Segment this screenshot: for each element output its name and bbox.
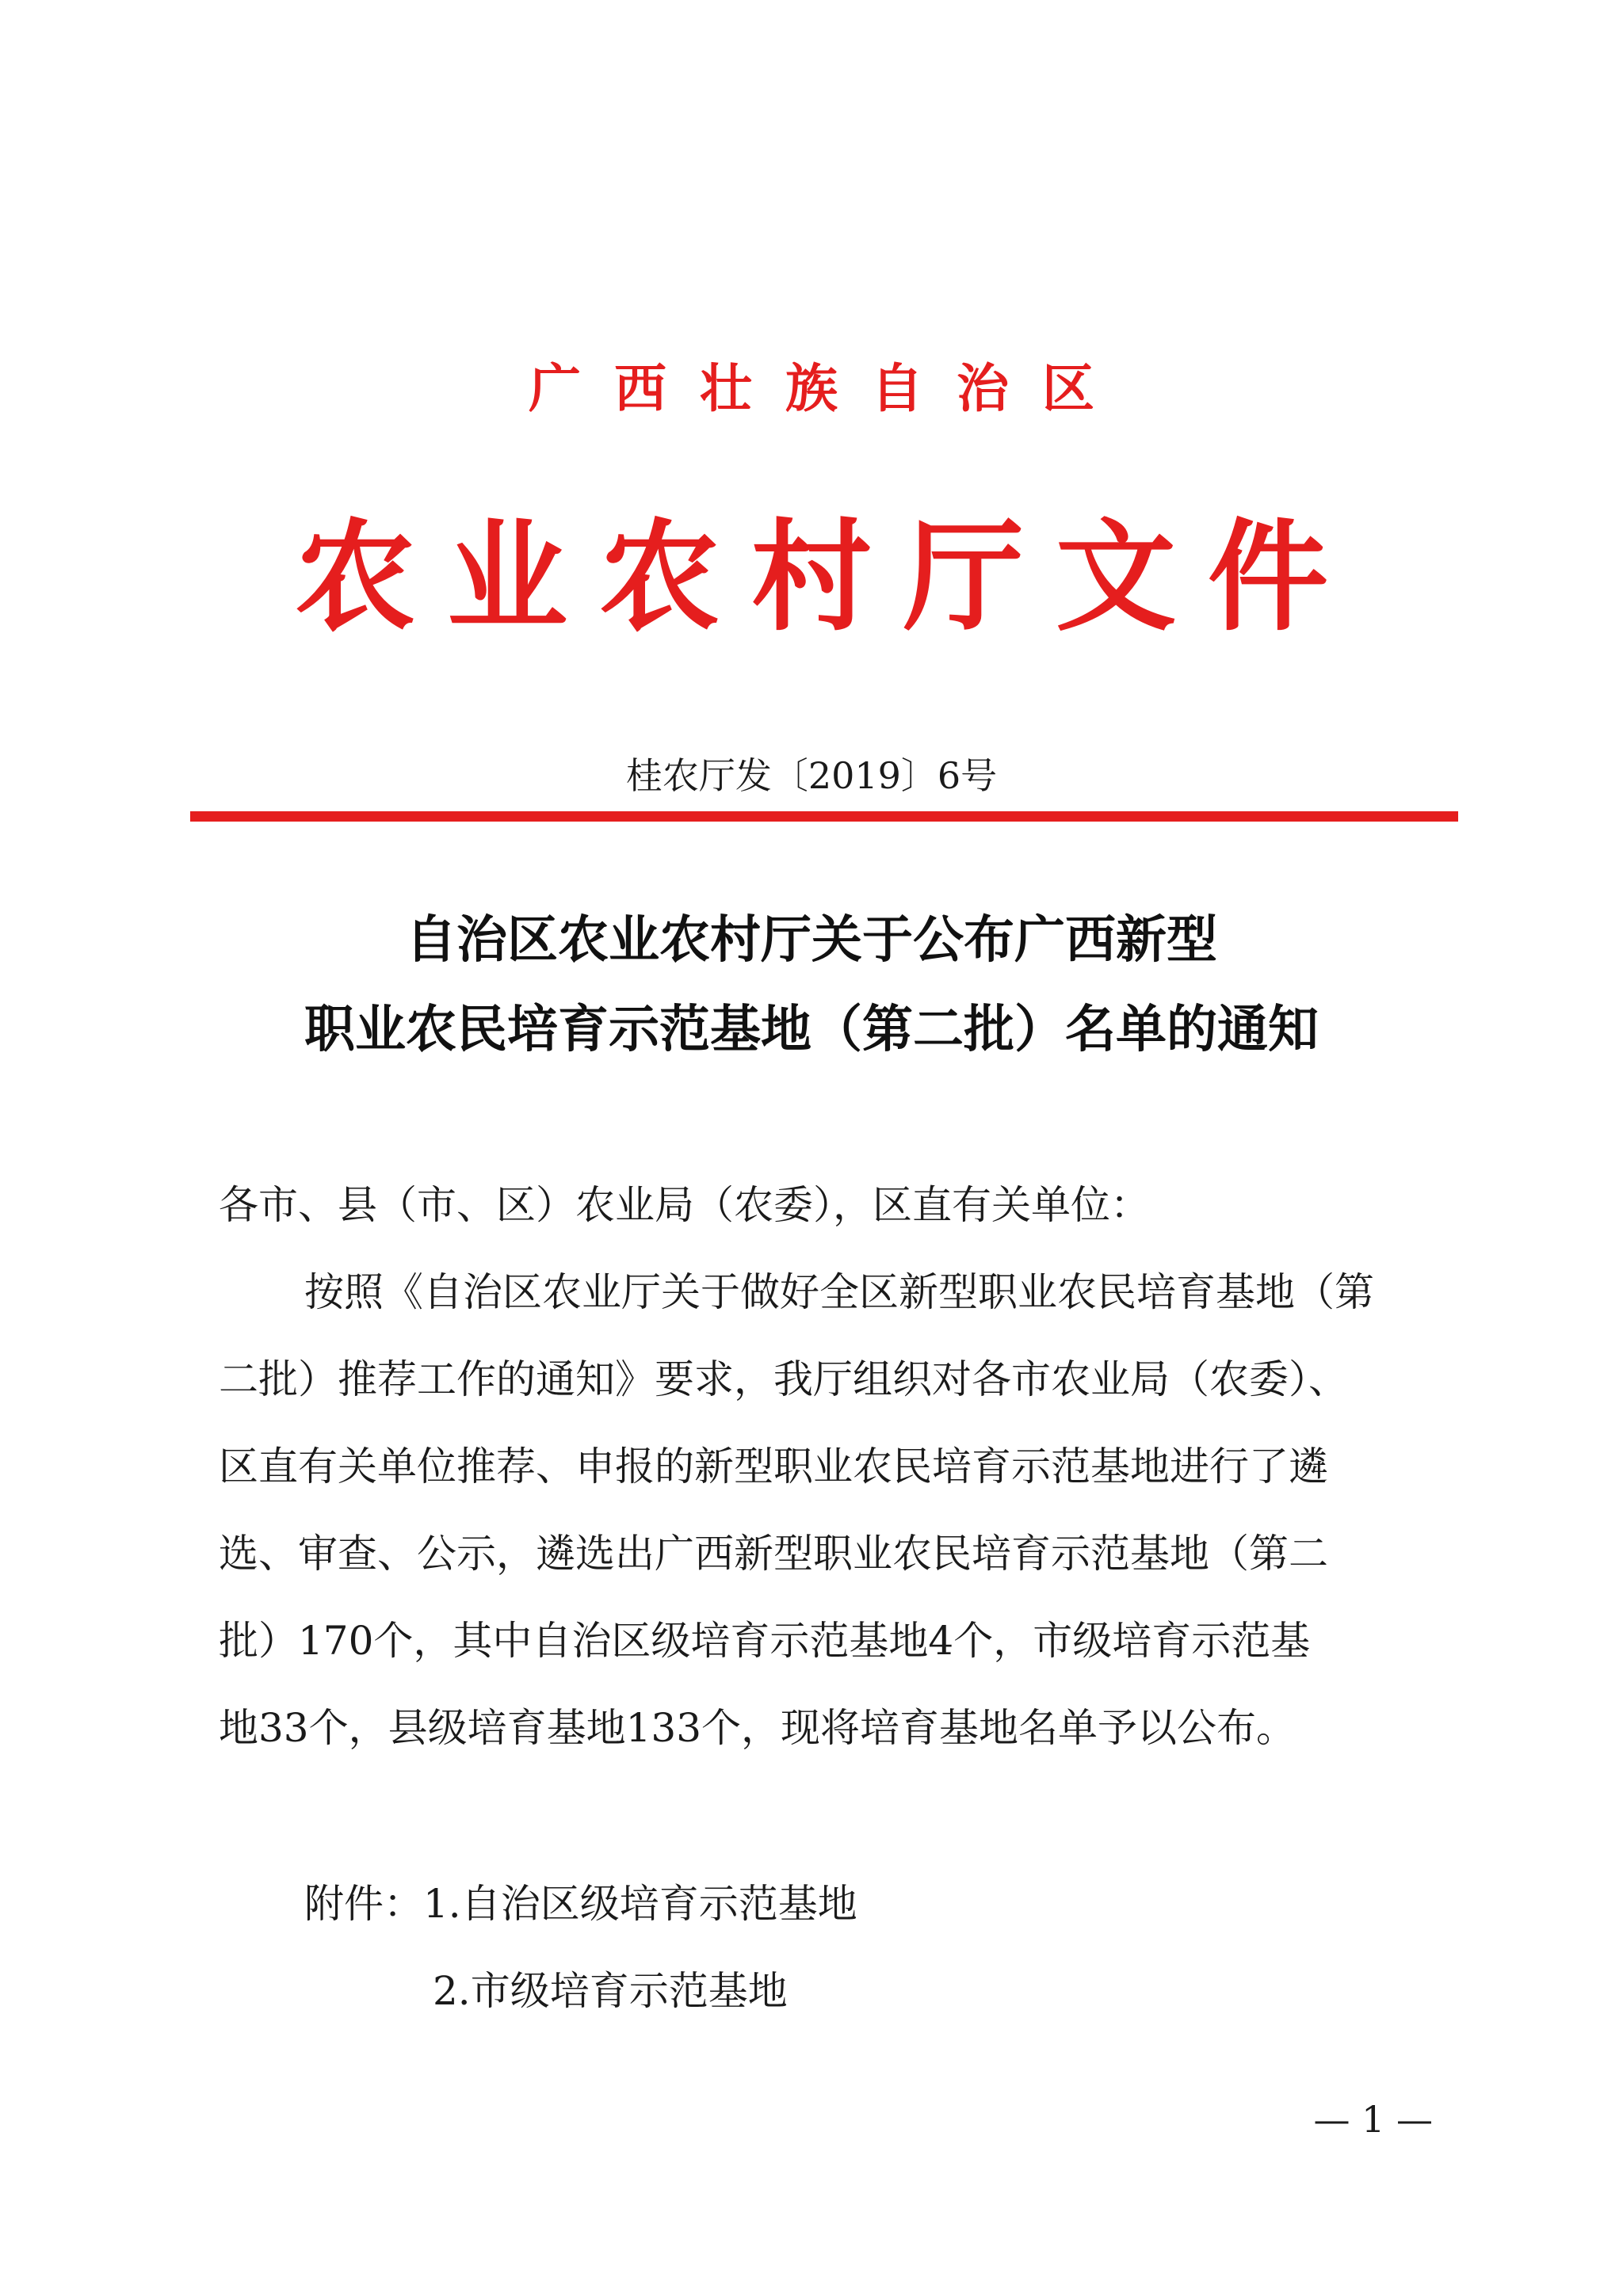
paragraph-line: 二批）推荐工作的通知》要求，我厅组织对各市农业局（农委）、	[219, 1356, 1348, 1402]
paragraph-line: 按照《自治区农业厅关于做好全区新型职业农民培育基地（第	[304, 1269, 1374, 1315]
page-number: — 1 —	[1313, 2098, 1433, 2141]
red-separator-line	[190, 811, 1458, 822]
issuing-organization-line2: 农业农村厅文件	[295, 505, 1360, 647]
document-number: 桂农厅发〔2019〕6号	[625, 754, 998, 797]
paragraph-line: 批）170个，其中自治区级培育示范基地4个，市级培育示范基	[219, 1618, 1311, 1664]
paragraph-line: 选、审查、公示，遴选出广西新型职业农民培育示范基地（第二	[219, 1531, 1328, 1577]
document-title-line2: 职业农民培育示范基地（第二批）名单的通知	[304, 1000, 1319, 1059]
document-title-line1: 自治区农业农村厅关于公布广西新型	[406, 910, 1217, 970]
attachment-item-2: 2.市级培育示范基地	[433, 1968, 788, 2014]
attachment-item-1: 附件：1.自治区级培育示范基地	[304, 1881, 857, 1927]
paragraph-line: 区直有关单位推荐、申报的新型职业农民培育示范基地进行了遴	[219, 1444, 1328, 1489]
paragraph-line: 地33个，县级培育基地133个，现将培育基地名单予以公布。	[219, 1705, 1296, 1751]
salutation: 各市、县（市、区）农业局（农委），区直有关单位：	[219, 1182, 1150, 1228]
issuing-organization-line1: 广西壮族自治区	[529, 357, 1128, 419]
